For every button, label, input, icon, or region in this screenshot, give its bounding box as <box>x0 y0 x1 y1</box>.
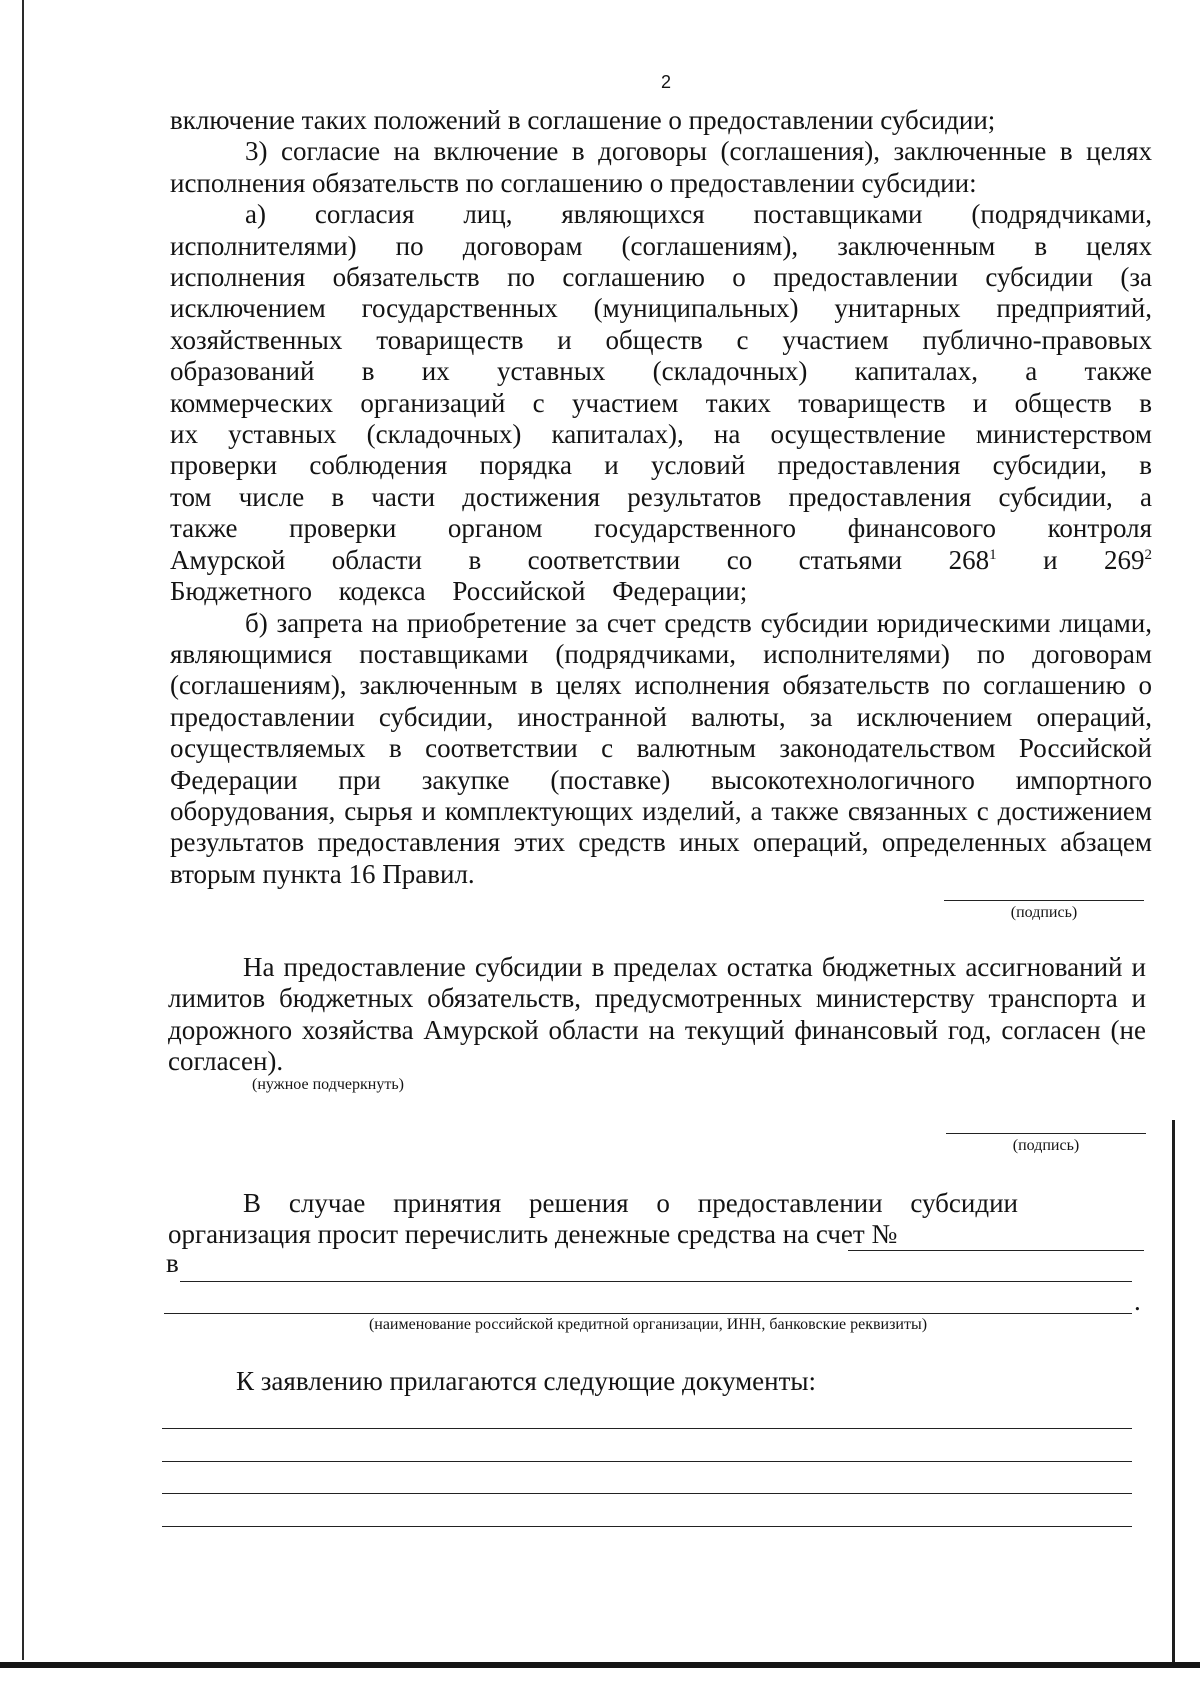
attachments-heading: К заявлению прилагаются следующие документы: <box>236 1366 817 1396</box>
article-conj: и <box>1043 544 1058 575</box>
article-ref-1: $268^1$ <box>948 544 997 575</box>
bank-prefix: в <box>166 1248 179 1278</box>
main-text <box>170 105 1152 890</box>
bank-line-end: . <box>1134 1286 1141 1316</box>
consent-text: На предоставление субсидии в пределах остатка бюджетных ассигнований и лимитов бюджетных обязательств, предусмотренных министерству транспорта и дорожного хозяйства Амурской области на текущий финансовый год, согласен (не согласен). <box>168 952 1146 1077</box>
article-ref-2: $269^2$ <box>1104 544 1153 575</box>
scan-bottom-edge <box>0 1662 1200 1668</box>
account-paragraph <box>168 1188 1146 1251</box>
signature-caption-1: (подпись) <box>1010 904 1078 921</box>
account-number-field[interactable] <box>848 1250 1144 1251</box>
underline-hint: (нужное подчеркнуть) <box>252 1076 404 1093</box>
account-text: В случае принятия решения о предоставлении субсидии организация просит перечислить денежные средства на счет № <box>168 1188 1018 1250</box>
consent-paragraph <box>168 952 1146 1078</box>
signature-caption-2: (подпись) <box>1012 1137 1080 1154</box>
signature-line-1[interactable] <box>944 900 1144 901</box>
bank-name-line-2[interactable] <box>164 1313 1132 1314</box>
paragraph-continuation: включение таких положений в соглашение о предоставлении субсидии; <box>170 105 996 135</box>
scan-right-edge <box>1172 1120 1175 1665</box>
scan-left-edge <box>22 0 24 1660</box>
attachments-line-3[interactable] <box>162 1493 1132 1494</box>
paragraph-item-b: б) запрета на приобретение за счет средств субсидии юридическими лицами, являющимися поставщиками (подрядчиками, исполнителями) по договорам (соглашениям), заключенным в целях исполнения обязательств по соглашению о предоставлении субсидии, иностранной валюты, за исключением операций, осуществляемых в соответствии с валютным законодательством Российской Федерации при закупке (поставке) высокотехнологичного импортного оборудования, сырья и комплектующих изделий, а также связанных с достижением результатов предоставления этих средств иных операций, определенных абзацем вторым пункта 16 Правил. <box>170 607 1152 889</box>
paragraph-item-a-text: а) согласия лиц, являющихся поставщиками (подрядчиками, исполнителями) по договорам (соглашениям), заключенным в целях исполнения обязательств по соглашению о предоставлении субсидии (за исключением государственных (муниципальных) унитарных предприятий, хозяйственных товариществ и обществ с участием публично-правовых образований в их уставных (складочных) капиталах, а также коммерческих организаций с участием таких товариществ и обществ в их уставных (складочных) капиталах), на осуществление министерством проверки соблюдения порядка и условий предоставления субсидии, в том числе в части достижения результатов предоставления субсидии, а также проверки органом государственного финансового контроля Амурской области в соответствии со статьями <box>170 199 1152 575</box>
paragraph-item-a <box>170 199 1152 607</box>
signature-line-2[interactable] <box>946 1133 1146 1134</box>
bank-name-line-1[interactable] <box>180 1281 1132 1282</box>
attachments-line-2[interactable] <box>162 1461 1132 1462</box>
article-tail: Бюджетного кодекса Российской Федерации; <box>170 576 748 607</box>
page-number: 2 <box>660 72 671 92</box>
attachments-line-1[interactable] <box>162 1428 1132 1429</box>
attachments-line-4[interactable] <box>162 1526 1132 1527</box>
paragraph-item-3: 3) согласие на включение в договоры (соглашения), заключенные в целях исполнения обязательств по соглашению о предоставлении субсидии: <box>170 136 1152 198</box>
bank-caption: (наименование российской кредитной организации, ИНН, банковские реквизиты) <box>368 1316 928 1333</box>
